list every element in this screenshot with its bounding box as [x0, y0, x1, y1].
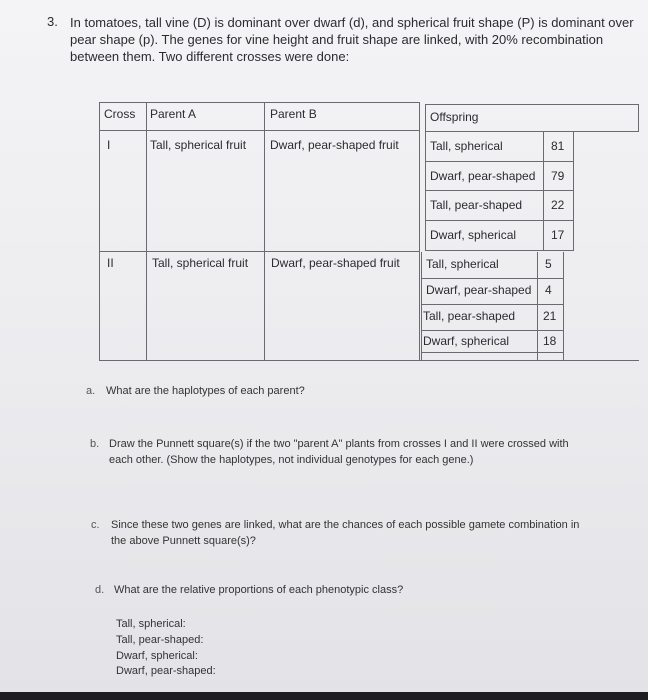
cross2-offspring-2-phenotype: Dwarf, pear-shaped	[426, 283, 532, 297]
offspring-header-bottom	[425, 131, 639, 132]
subquestion-b-line-2: each other. (Show the haplotypes, not individual genotypes for each gene.)	[109, 454, 474, 466]
cross2-line-3	[421, 330, 564, 331]
cross1-offspring-2-phenotype: Dwarf, pear-shaped	[430, 169, 536, 183]
cross1-line-2	[425, 190, 574, 191]
cross2-offspring-1-phenotype: Tall, spherical	[426, 257, 499, 271]
cross2-line-4	[421, 352, 564, 353]
cross1-offspring-4-phenotype: Dwarf, spherical	[430, 228, 517, 242]
cross2-offspring-4-count: 18	[543, 334, 557, 348]
subquestion-a-text	[106, 383, 305, 399]
cross1-offspring-2-count: 79	[551, 169, 565, 183]
question-line-3: between them. Two different crosses were done:	[70, 49, 350, 64]
offspring-header-left	[425, 104, 426, 132]
subquestion-d-letter: d.	[95, 584, 105, 596]
header-divider	[99, 130, 419, 131]
col-divider-3	[419, 102, 420, 361]
cross1-offspring-3-phenotype: Tall, pear-shaped	[430, 198, 523, 212]
cross2-label: II	[107, 256, 114, 270]
cross1-label: I	[107, 138, 111, 152]
col-divider-1	[146, 102, 147, 361]
header-parent-a: Parent A	[150, 107, 197, 121]
header-parent-b: Parent B	[270, 107, 317, 121]
subquestion-c-line-2: the above Punnett square(s)?	[111, 535, 256, 547]
cross2-offspring-4-phenotype: Dwarf, spherical	[423, 334, 510, 348]
cross2-offspring-3-phenotype: Tall, pear-shaped	[423, 309, 516, 323]
subquestion-b-text	[109, 436, 569, 468]
cross1-offspring-4-count: 17	[551, 228, 565, 242]
question-number: 3.	[47, 14, 58, 29]
header-offspring: Offspring	[430, 110, 479, 124]
cross2-offspring-right	[563, 252, 564, 360]
cross2-line-2	[421, 304, 564, 305]
subquestion-d-line-1: What are the relative proportions of each phenotypic class?	[114, 584, 404, 596]
cross1-offspring-1-count: 81	[551, 139, 565, 153]
table-border-left	[99, 102, 100, 361]
subquestion-a-line-1: What are the haplotypes of each parent?	[106, 385, 305, 397]
subquestion-b-line-1: Draw the Punnett square(s) if the two "parent A" plants from crosses I and II were crossed with	[109, 438, 569, 450]
cross1-offspring-1-phenotype: Tall, spherical	[430, 139, 503, 153]
cross1-line-4	[425, 250, 574, 251]
crosses-table	[99, 102, 639, 361]
offspring-header-right	[638, 104, 639, 132]
cross1-line-3	[425, 220, 574, 221]
cross1-offspring-left	[425, 131, 426, 251]
table-border-bottom	[99, 360, 639, 361]
cross2-offspring-1-count: 5	[545, 257, 552, 271]
offspring-header-top	[425, 104, 639, 105]
answer-tall-spherical: Tall, spherical:	[116, 618, 186, 630]
answer-dwarf-spherical: Dwarf, spherical:	[116, 650, 198, 662]
col-divider-2	[264, 102, 265, 361]
cross2-offspring-3-count: 21	[543, 309, 557, 323]
cross1-line-1	[425, 161, 574, 162]
cross2-parent-a: Tall, spherical fruit	[152, 256, 249, 270]
cross2-offspring-left	[421, 252, 422, 360]
cross1-offspring-right	[573, 131, 574, 251]
cross2-count-divider	[537, 252, 538, 360]
subquestion-d-text	[114, 582, 403, 598]
cross2-line-1	[421, 278, 564, 279]
subquestion-c-letter: c.	[91, 519, 100, 531]
photo-bottom-edge	[0, 692, 648, 700]
cross1-parent-b: Dwarf, pear-shaped fruit	[270, 138, 399, 152]
cross1-offspring-3-count: 22	[551, 198, 565, 212]
table-border-top	[99, 102, 419, 103]
row-divider	[99, 251, 419, 252]
subquestion-b-letter: b.	[90, 438, 100, 450]
question-line-1: In tomatoes, tall vine (D) is dominant over dwarf (d), and spherical fruit shape (P) is dominant over	[70, 15, 634, 30]
answer-tall-pear-shaped: Tall, pear-shaped:	[116, 634, 204, 646]
answer-dwarf-pear-shaped: Dwarf, pear-shaped:	[116, 665, 216, 677]
subquestion-c-line-1: Since these two genes are linked, what are the chances of each possible gamete combination in	[111, 519, 580, 531]
subquestion-c-text	[111, 517, 579, 549]
cross2-parent-b: Dwarf, pear-shaped fruit	[271, 256, 400, 270]
cross1-parent-a: Tall, spherical fruit	[150, 138, 247, 152]
cross2-offspring-2-count: 4	[545, 283, 552, 297]
cross1-count-divider	[543, 131, 544, 251]
header-cross: Cross	[104, 107, 136, 121]
question-line-2: pear shape (p). The genes for vine height and fruit shape are linked, with 20% recombination	[70, 32, 604, 47]
subquestion-a-letter: a.	[86, 385, 96, 397]
